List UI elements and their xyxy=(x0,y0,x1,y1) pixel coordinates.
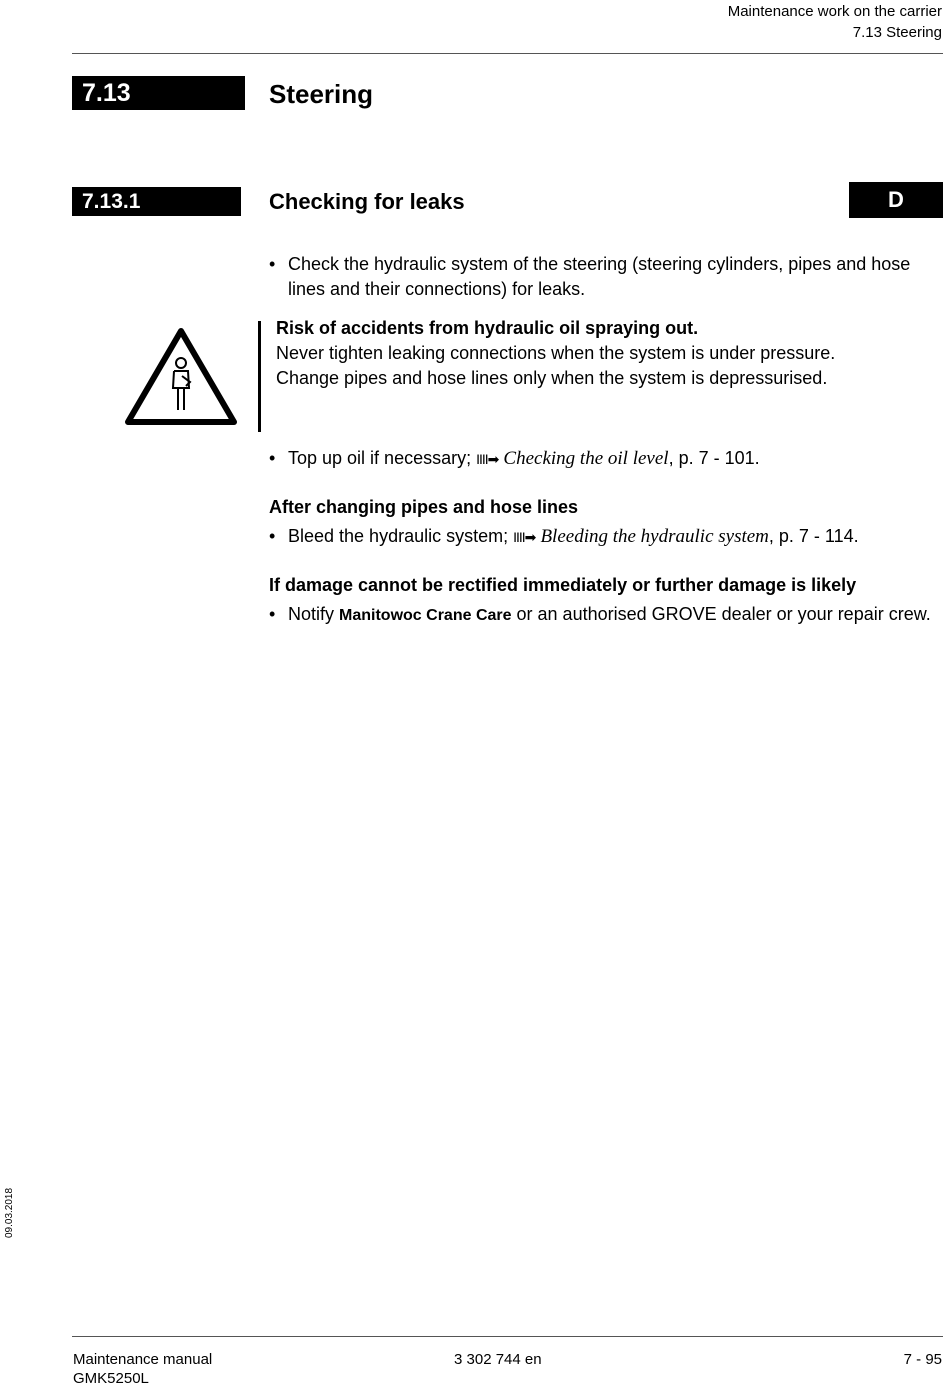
cross-reference-arrow-icon: IIII➡ xyxy=(513,529,536,545)
notify-text: Notify xyxy=(288,604,335,624)
side-date: 09.03.2018 xyxy=(4,1187,15,1238)
warning-title: Risk of accidents from hydraulic oil spraying out. xyxy=(276,318,699,338)
warning-line-2: Change pipes and hose lines only when the system is depressurised. xyxy=(276,368,828,388)
section-number: 7.13 xyxy=(72,76,245,110)
bullet-icon: • xyxy=(269,604,276,624)
damage-heading: If damage cannot be rectified immediately or further damage is likely xyxy=(269,575,857,595)
section-title: Steering xyxy=(269,79,374,109)
list-item xyxy=(269,602,949,628)
list-item xyxy=(269,446,949,472)
cross-reference-arrow-icon: IIII➡ xyxy=(476,451,499,467)
footer-model: GMK5250L xyxy=(73,1370,149,1387)
footer-manual: Maintenance manual xyxy=(73,1351,213,1368)
header-chapter: Maintenance work on the carrier xyxy=(727,3,942,20)
bleed-page: , p. 7 - 114. xyxy=(768,526,859,546)
warning-text xyxy=(276,316,946,391)
notify-suffix: or an authorised GROVE dealer or your repair crew. xyxy=(516,604,931,624)
topup-text: Top up oil if necessary; xyxy=(288,448,472,468)
level-badge: D xyxy=(849,182,943,218)
list-item xyxy=(269,252,949,302)
bullet-text: Check the hydraulic system of the steering (steering cylinders, pipes and hose lines and their connections) for leaks. xyxy=(288,254,911,299)
bullet-icon: • xyxy=(269,526,276,546)
warning-line-1: Never tighten leaking connections when the system is under pressure. xyxy=(276,343,836,363)
footer-page-number: 7 - 95 xyxy=(903,1351,942,1368)
header-divider xyxy=(72,53,943,54)
footer-doc-number: 3 302 744 en xyxy=(454,1351,542,1368)
subsection-title: Checking for leaks xyxy=(269,189,465,214)
subsection-number: 7.13.1 xyxy=(72,187,241,216)
after-changing-heading: After changing pipes and hose lines xyxy=(269,497,579,517)
oil-level-reference-link[interactable]: Checking the oil level xyxy=(503,448,669,469)
header-section: 7.13 Steering xyxy=(852,24,942,41)
brand-name: Manitowoc Crane Care xyxy=(339,607,512,624)
bleed-text: Bleed the hydraulic system; xyxy=(288,526,509,546)
bullet-icon: • xyxy=(269,254,276,274)
bullet-icon: • xyxy=(269,448,276,468)
list-item xyxy=(269,524,949,550)
hazard-person-warning-icon xyxy=(124,326,238,426)
warning-bar xyxy=(258,321,261,432)
topup-page: , p. 7 - 101. xyxy=(668,448,760,468)
bleeding-reference-link[interactable]: Bleeding the hydraulic system xyxy=(540,526,769,547)
footer-divider xyxy=(72,1336,943,1337)
